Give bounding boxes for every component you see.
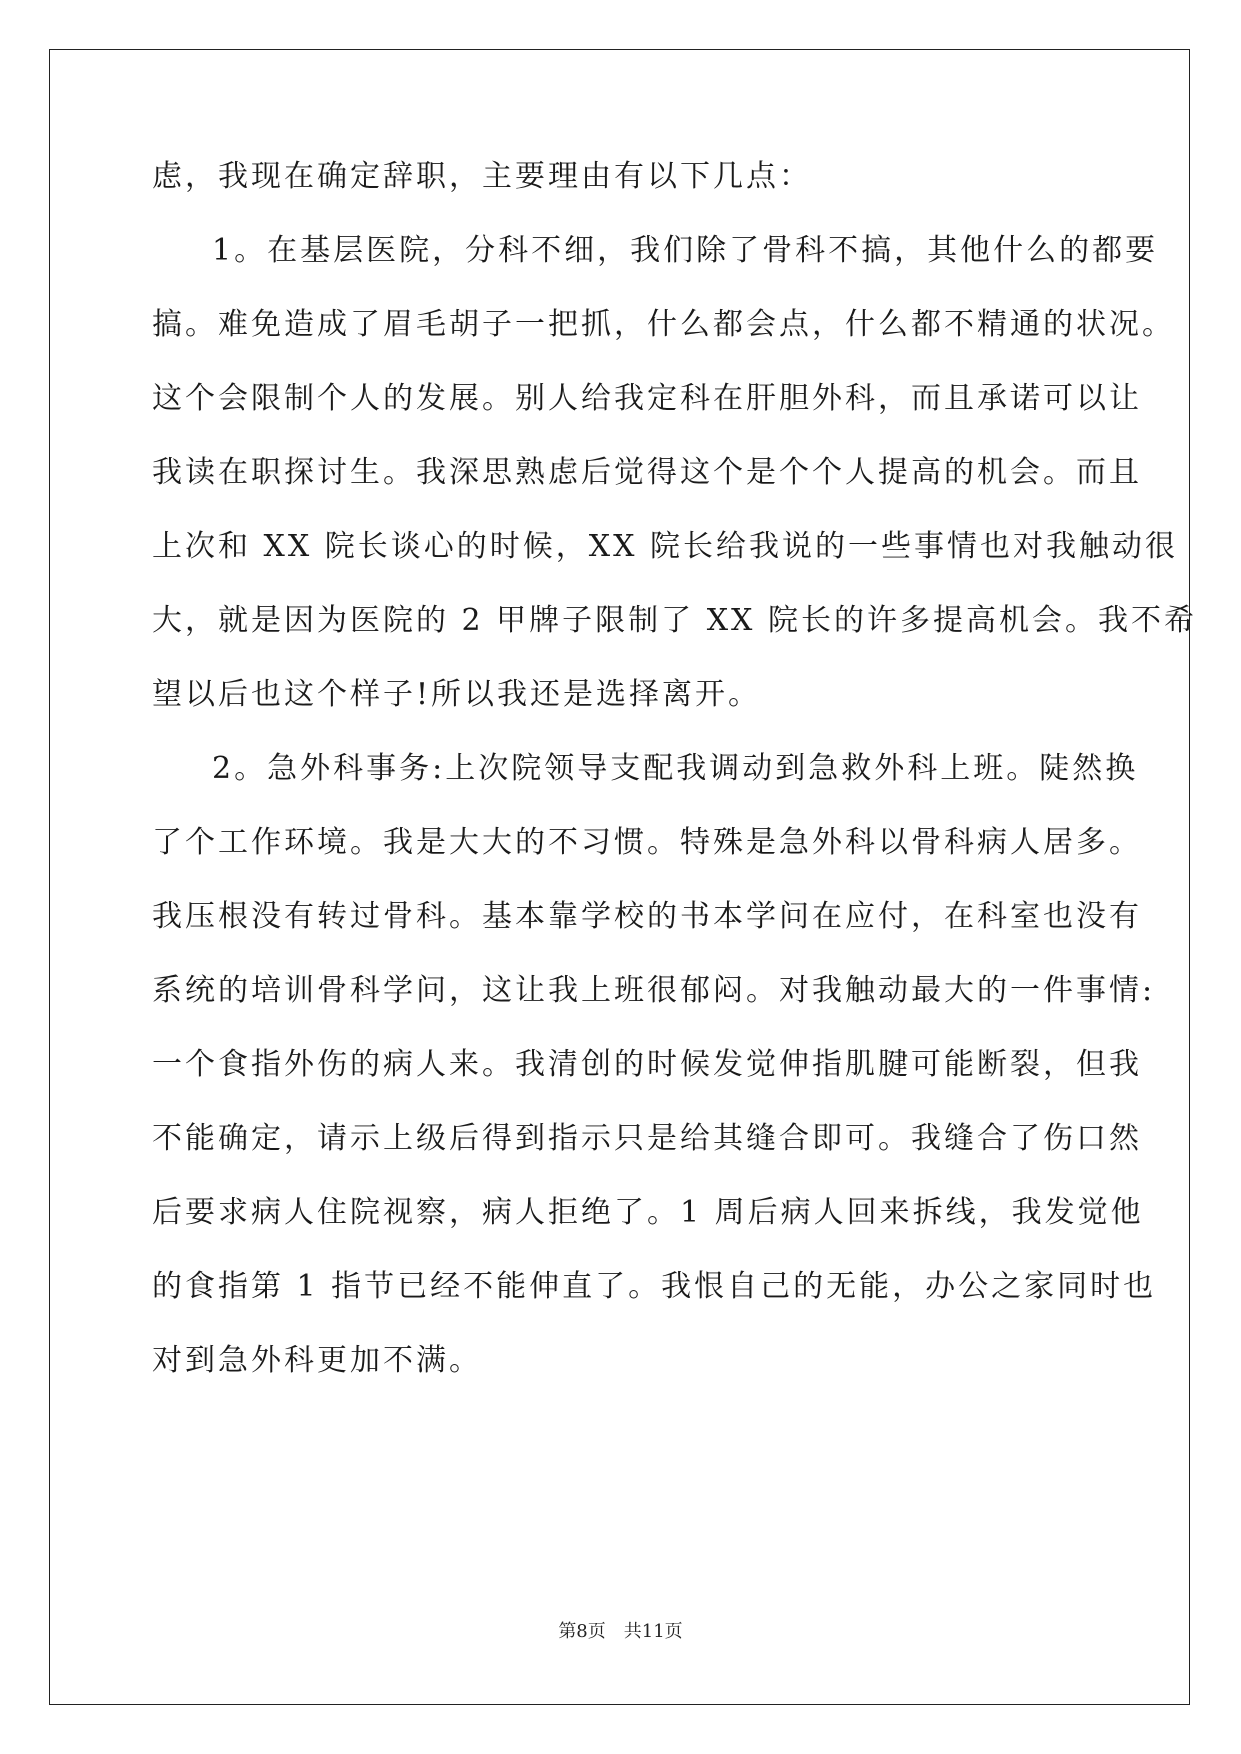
text-line: 望以后也这个样子!所以我还是选择离开。 (152, 677, 762, 712)
text-line: 我压根没有转过骨科。基本靠学校的书本学问在应付，在科室也没有 (152, 899, 1142, 934)
text-line: 不能确定，请示上级后得到指示只是给其缝合即可。我缝合了伤口然 (152, 1121, 1142, 1156)
text-line: 1。在基层医院，分科不细，我们除了骨科不搞，其他什么的都要 (212, 233, 1159, 268)
text-line: 搞。难免造成了眉毛胡子一把抓，什么都会点，什么都不精通的状况。 (152, 307, 1175, 342)
text-line: 我读在职探讨生。我深思熟虑后觉得这个是个个人提高的机会。而且 (152, 455, 1142, 490)
text-line: 系统的培训骨科学问，这让我上班很郁闷。对我触动最大的一件事情: (152, 973, 1156, 1008)
text-line: 上次和 XX 院长谈心的时候，XX 院长给我说的一些事情也对我触动很 (152, 529, 1179, 564)
text-line: 后要求病人住院视察，病人拒绝了。1 周后病人回来拆线，我发觉他 (152, 1195, 1144, 1230)
page-footer (0, 1622, 1241, 1642)
text-line: 的食指第 1 指节已经不能伸直了。我恨自己的无能，办公之家同时也 (152, 1269, 1157, 1304)
page-number: 第8页 (558, 1621, 606, 1642)
text-line: 对到急外科更加不满。 (152, 1343, 482, 1378)
text-line: 大，就是因为医院的 2 甲牌子限制了 XX 院长的许多提高机会。我不希 (152, 603, 1197, 638)
text-line: 这个会限制个人的发展。别人给我定科在肝胆外科，而且承诺可以让 (152, 381, 1142, 416)
total-pages: 共11页 (623, 1621, 683, 1642)
text-line: 虑，我现在确定辞职，主要理由有以下几点： (152, 159, 812, 194)
page-border (49, 49, 1190, 1705)
text-line: 了个工作环境。我是大大的不习惯。特殊是急外科以骨科病人居多。 (152, 825, 1142, 860)
text-line: 一个食指外伤的病人来。我清创的时候发觉伸指肌腱可能断裂，但我 (152, 1047, 1142, 1082)
text-line: 2。急外科事务:上次院领导支配我调动到急救外科上班。陡然换 (212, 751, 1139, 786)
